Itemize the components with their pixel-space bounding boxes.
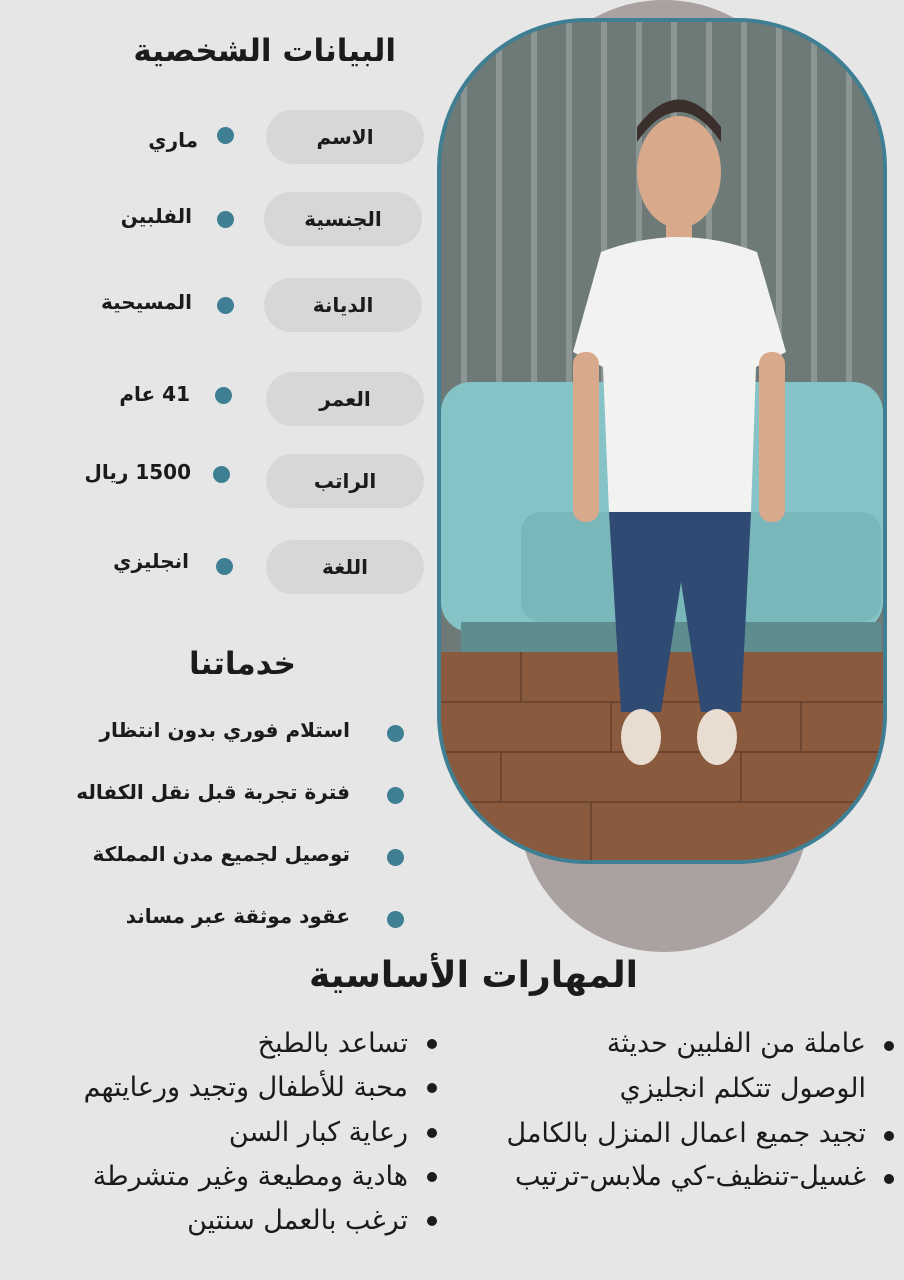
field-label-name: الاسم: [266, 110, 424, 164]
service-item: فترة تجربة قبل نقل الكفاله: [76, 780, 350, 804]
skill-bullet: [884, 1041, 894, 1051]
personal-info-title: البيانات الشخصية: [133, 33, 396, 69]
field-dot-age: [215, 387, 232, 404]
photo-illustration: [441, 22, 883, 860]
skill-bullet: [427, 1172, 437, 1182]
skill-bullet: [427, 1128, 437, 1138]
service-bullet: [387, 787, 404, 804]
skill-item: ترغب بالعمل سنتين: [187, 1205, 408, 1236]
skill-bullet: [427, 1083, 437, 1093]
field-value-salary: 1500 ريال: [84, 460, 191, 484]
skill-bullet: [427, 1039, 437, 1049]
field-dot-salary: [213, 466, 230, 483]
field-value-name: ماري: [148, 128, 198, 152]
field-dot-nationality: [217, 211, 234, 228]
field-value-nationality: الفلبين: [120, 204, 192, 228]
field-label-language: اللغة: [266, 540, 424, 594]
field-dot-religion: [217, 297, 234, 314]
field-dot-name: [217, 127, 234, 144]
field-label-religion: الديانة: [264, 278, 422, 332]
skill-item: عاملة من الفلبين حديثة: [606, 1028, 866, 1059]
service-bullet: [387, 725, 404, 742]
field-value-age: 41 عام: [119, 382, 190, 406]
field-value-language: انجليزي: [113, 549, 189, 573]
skill-item: هادية ومطيعة وغير متشرطة: [92, 1161, 408, 1192]
skills-title: المهارات الأساسية: [308, 955, 638, 996]
field-label-nationality: الجنسية: [264, 192, 422, 246]
skill-item: تساعد بالطبخ: [257, 1028, 408, 1059]
service-item: عقود موثقة عبر مساند: [125, 904, 350, 928]
field-label-age: العمر: [266, 372, 424, 426]
worker-photo: [437, 18, 887, 864]
field-label-salary: الراتب: [266, 454, 424, 508]
skill-item: محبة للأطفال وتجيد ورعايتهم: [83, 1072, 408, 1103]
skill-item: رعاية كبار السن: [228, 1117, 408, 1148]
services-title: خدماتنا: [188, 646, 296, 682]
service-item: توصيل لجميع مدن المملكة: [92, 842, 350, 866]
skill-bullet: [427, 1216, 437, 1226]
service-bullet: [387, 911, 404, 928]
field-value-religion: المسيحية: [101, 290, 192, 314]
skill-bullet: [884, 1174, 894, 1184]
skill-bullet: [884, 1131, 894, 1141]
skill-item: الوصول تتكلم انجليزي: [619, 1073, 866, 1104]
service-item: استلام فوري بدون انتظار: [99, 718, 350, 742]
skill-item: تجيد جميع اعمال المنزل بالكامل: [506, 1118, 866, 1149]
service-bullet: [387, 849, 404, 866]
field-dot-language: [216, 558, 233, 575]
skill-item: غسيل-تنظيف-كي ملابس-ترتيب: [515, 1161, 866, 1192]
